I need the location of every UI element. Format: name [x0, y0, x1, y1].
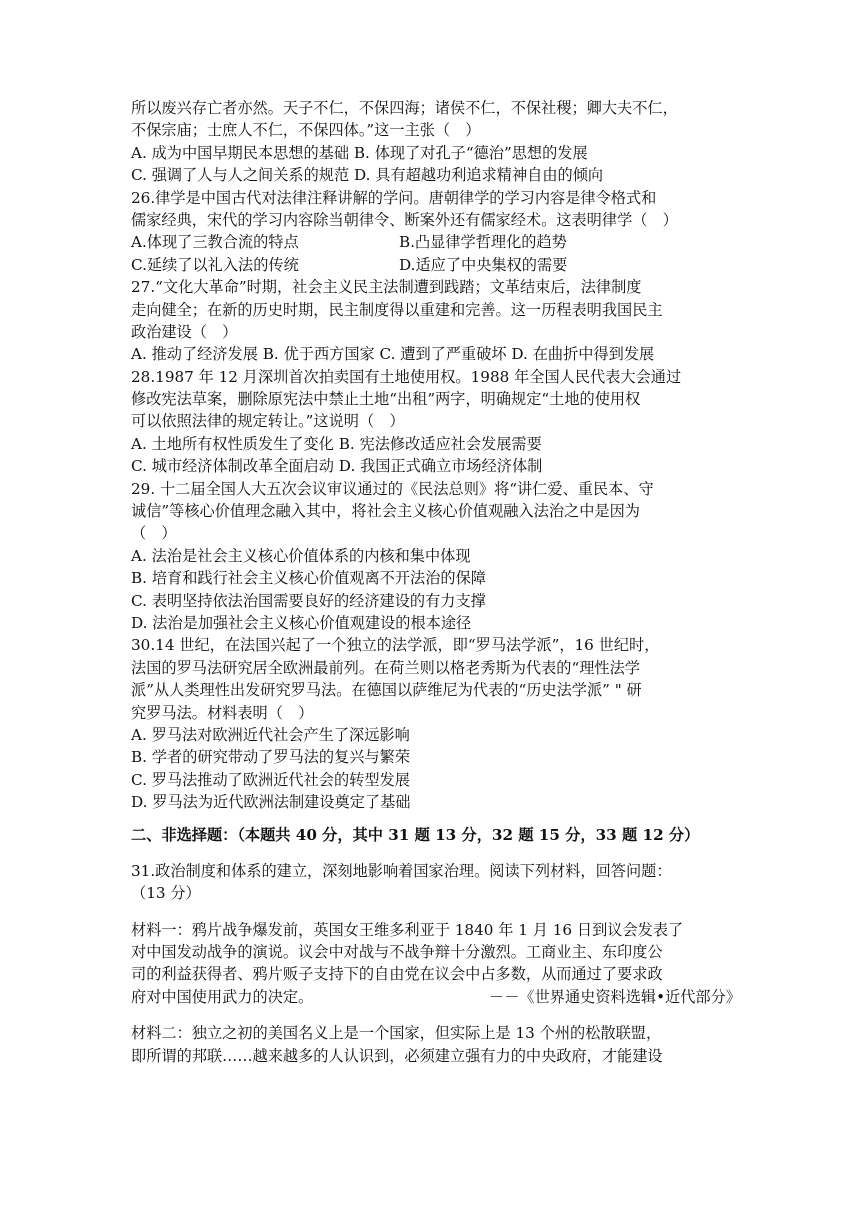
- q30-option-d: D. 罗马法为近代欧洲法制建设奠定了基础: [131, 793, 411, 812]
- material-1-source: －－《世界通史资料选辑•近代部分》: [489, 987, 741, 1006]
- material-2-line: 即所谓的邦联……越来越多的人认识到，必须建立强有力的中央政府，才能建设: [131, 1046, 663, 1065]
- q26-text-line: 儒家经典，宋代的学习内容除当朝律令、断案外还有儒家经术。这表明律学（ ）: [131, 210, 678, 229]
- question-30: [131, 634, 741, 813]
- q27-options: A. 推动了经济发展 B. 优于西方国家 C. 遭到了严重破坏 D. 在曲折中得到发展: [131, 345, 655, 364]
- question-25: [131, 97, 741, 187]
- q28-text-line: 28.1987 年 12 月深圳首次拍卖国有土地使用权。1988 年全国人民代表大会通过: [131, 367, 682, 386]
- q28-text-line: 可以依照法律的规定转让。”这说明（ ）: [131, 412, 405, 431]
- material-2: [131, 1022, 741, 1067]
- q26-option-a: A.体现了三教合流的特点: [131, 233, 299, 252]
- q29-option-b: B. 培育和践行社会主义核心价值观离不开法治的保障: [131, 569, 486, 588]
- question-29: [131, 478, 741, 635]
- question-27: [131, 276, 741, 366]
- q30-option-b: B. 学者的研究带动了罗马法的复兴与繁荣: [131, 748, 411, 767]
- q27-text-line: 27.“文化大革命”时期，社会主义民主法制遭到践踏；文革结束后，法律制度: [131, 278, 642, 297]
- question-31: [131, 860, 741, 1067]
- q30-option-a: A. 罗马法对欧洲近代社会产生了深远影响: [131, 725, 410, 744]
- q26-text-line: 26.律学是中国古代对法律注释讲解的学问。唐朝律学的学习内容是律令格式和: [131, 188, 657, 207]
- q29-text-line: （ ）: [131, 524, 177, 543]
- q25-text-line: 所以废兴存亡者亦然。天子不仁，不保四海；诸侯不仁，不保社稷；卿大夫不仁，: [131, 99, 678, 117]
- q26-option-c: C.延续了以礼入法的传统: [131, 255, 299, 274]
- q30-text-line: 30.14 世纪，在法国兴起了一个独立的法学派，即“罗马法学派”，16 世纪时，: [131, 636, 660, 655]
- q25-text-line: 不保宗庙；士庶人不仁，不保四体。”这一主张（ ）: [131, 121, 481, 140]
- q29-text-line: 29. 十二届全国人大五次会议审议通过的《民法总则》将“讲仁爱、重民本、守: [131, 479, 654, 498]
- q31-text-line: 31.政治制度和体系的建立，深刻地影响着国家治理。阅读下列材料，回答问题：: [131, 861, 672, 880]
- q28-options-ab: A. 土地所有权性质发生了变化 B. 宪法修改适应社会发展需要: [131, 434, 542, 453]
- q29-text-line: 诚信”等核心价值理念融入其中，将社会主义核心价值观融入法治之中是因为: [131, 502, 640, 521]
- q29-option-a: A. 法治是社会主义核心价值体系的内核和集中体现: [131, 546, 471, 565]
- q30-text-line: 法国的罗马法研究居全欧洲最前列。在荷兰则以格老秀斯为代表的“理性法学: [131, 658, 640, 677]
- exam-content: [131, 97, 741, 1067]
- q25-options-ab: A. 成为中国早期民本思想的基础 B. 体现了对孔子“德治”思想的发展: [131, 143, 588, 162]
- material-1-last-text: 府对中国使用武力的决定。: [131, 987, 314, 1006]
- q25-options-cd: C. 强调了人与人之间关系的规范 D. 具有超越功利追求精神自由的倾向: [131, 166, 604, 185]
- q26-options-row: [131, 231, 741, 253]
- section-heading: 二、非选择题：（本题共 40 分，其中 31 题 13 分，32 题 15 分，33 题 12 分）: [131, 825, 700, 844]
- q29-option-c: C. 表明坚持依法治国需要良好的经济建设的有力支撑: [131, 591, 486, 610]
- q26-option-d: D.适应了中央集权的需要: [399, 255, 568, 274]
- material-1-line: 对中国发动战争的演说。议会中对战与不战争辩十分激烈。工商业主、东印度公: [131, 943, 663, 962]
- q30-text-line: 派”从人类理性出发研究罗马法。在德国以萨维尼为代表的“历史法学派” " 研: [131, 681, 642, 700]
- material-2-line: 材料二：独立之初的美国名义上是一个国家，但实际上是 13 个州的松散联盟，: [131, 1024, 662, 1043]
- question-26: [131, 187, 741, 277]
- q26-option-b: B.凸显律学哲理化的趋势: [399, 233, 567, 252]
- question-28: [131, 366, 741, 478]
- q26-options-row: [131, 254, 741, 276]
- material-1-line: [131, 986, 741, 1008]
- q27-text-line: 走向健全；在新的历史时期，民主制度得以重建和完善。这一历程表明我国民主: [131, 300, 663, 319]
- material-1-line: 司的利益获得者、鸦片贩子支持下的自由党在议会中占多数，从而通过了要求政: [131, 965, 663, 984]
- q28-text-line: 修改宪法草案，删除原宪法中禁止土地“出租”两字，明确规定“土地的使用权: [131, 390, 641, 409]
- q30-option-c: C. 罗马法推动了欧洲近代社会的转型发展: [131, 770, 410, 789]
- q27-text-line: 政治建设（ ）: [131, 322, 238, 341]
- q28-options-cd: C. 城市经济体制改革全面启动 D. 我国正式确立市场经济体制: [131, 457, 543, 476]
- q31-text-line: （13 分）: [131, 884, 201, 903]
- q30-text-line: 究罗马法。材料表明（ ）: [131, 703, 314, 722]
- q29-option-d: D. 法治是加强社会主义核心价值观建设的根本途径: [131, 613, 472, 632]
- material-1: [131, 919, 741, 1009]
- material-1-line: 材料一：鸦片战争爆发前，英国女王维多利亚于 1840 年 1 月 16 日到议会发表了: [131, 920, 684, 939]
